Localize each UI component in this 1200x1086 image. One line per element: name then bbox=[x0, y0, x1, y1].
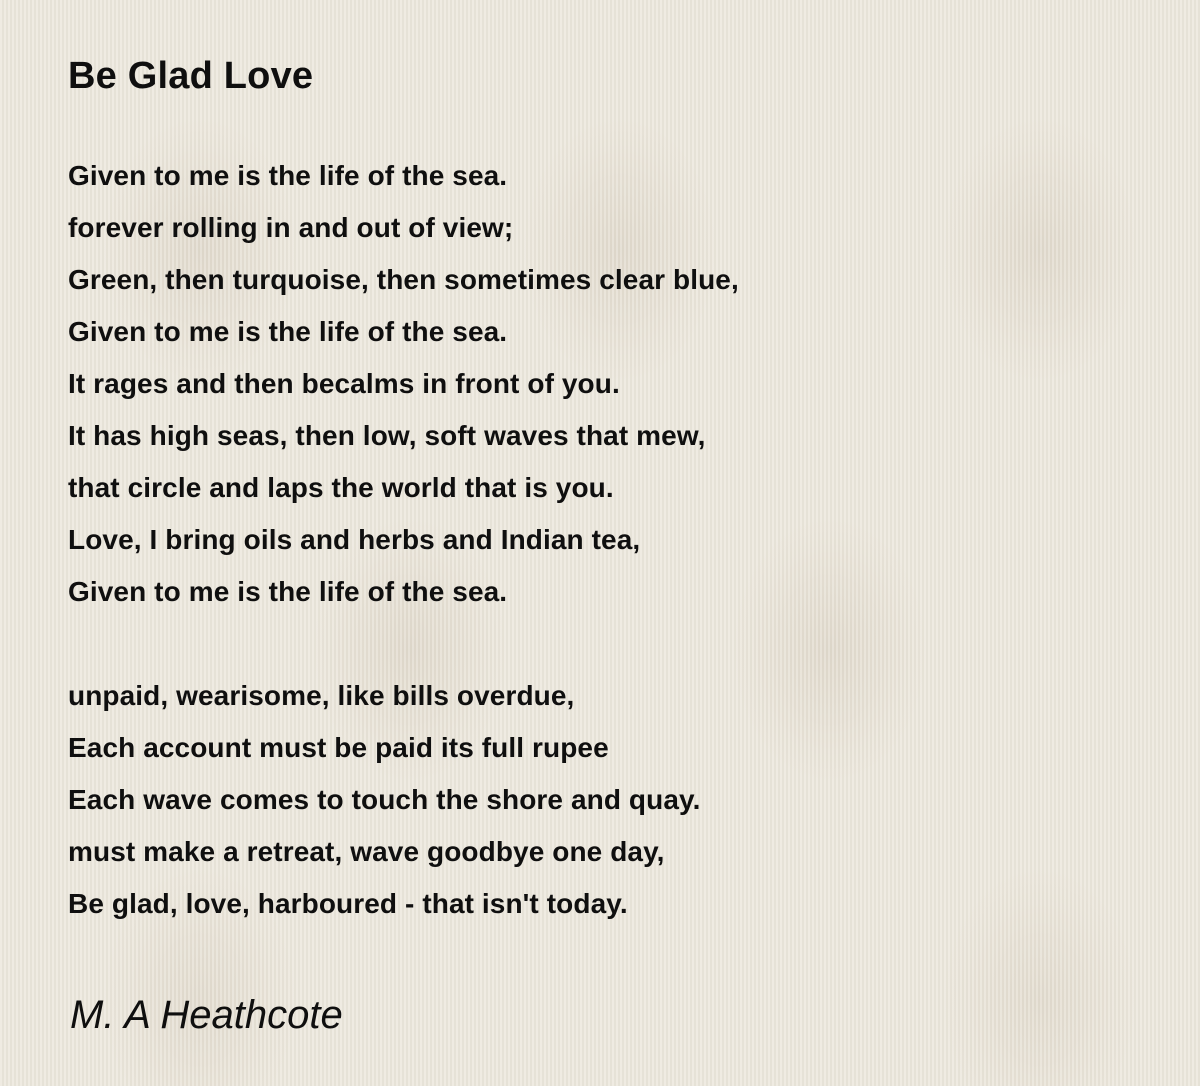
poem-line: forever rolling in and out of view; bbox=[68, 212, 514, 243]
poem-line: It rages and then becalms in front of you. bbox=[68, 368, 620, 399]
poem-line: Each account must be paid its full rupee bbox=[68, 732, 609, 763]
poem-line: Given to me is the life of the sea. bbox=[68, 576, 508, 607]
poem-line: Given to me is the life of the sea. bbox=[68, 160, 508, 191]
poem-line: It has high seas, then low, soft waves that mew, bbox=[68, 420, 706, 451]
poem-line: that circle and laps the world that is you. bbox=[68, 472, 614, 503]
poem-stanza-2 bbox=[68, 670, 1148, 930]
poem-author: M. A Heathcote bbox=[70, 993, 343, 1037]
poem-title: Be Glad Love bbox=[68, 55, 314, 97]
poem-line: must make a retreat, wave goodbye one day, bbox=[68, 836, 665, 867]
poem-line: Each wave comes to touch the shore and quay. bbox=[68, 784, 701, 815]
poem-line: Love, I bring oils and herbs and Indian tea, bbox=[68, 524, 641, 555]
poem-line: Given to me is the life of the sea. bbox=[68, 316, 508, 347]
poem-line: Be glad, love, harboured - that isn't today. bbox=[68, 888, 628, 919]
poem-line: unpaid, wearisome, like bills overdue, bbox=[68, 680, 575, 711]
poem-line: Green, then turquoise, then sometimes clear blue, bbox=[68, 264, 739, 295]
poem-stanza-1 bbox=[68, 150, 1148, 618]
poem-container bbox=[68, 52, 1148, 1043]
